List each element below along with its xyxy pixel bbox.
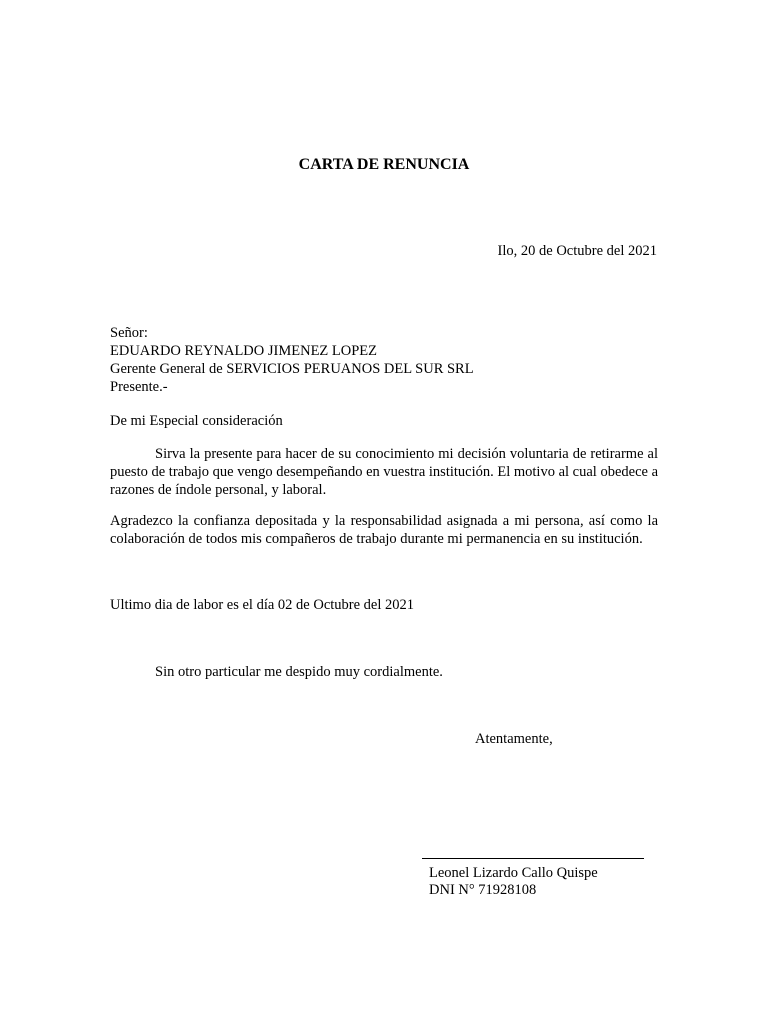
date-line: Ilo, 20 de Octubre del 2021 bbox=[497, 243, 657, 259]
greeting: De mi Especial consideración bbox=[110, 413, 283, 429]
body-paragraph-1: Sirva la presente para hacer de su conocimiento mi decisión voluntaria de retirarme al puesto de trabajo que vengo desempeñando en vuestra institución. El motivo al cual obedece a razones de índole personal, y laboral. bbox=[110, 446, 659, 498]
closing-line: Atentamente, bbox=[475, 731, 553, 747]
last-day-line: Ultimo dia de labor es el día 02 de Octubre del 2021 bbox=[110, 597, 415, 613]
farewell-line: Sin otro particular me despido muy cordialmente. bbox=[155, 664, 443, 680]
signature-dni: DNI N° 71928108 bbox=[429, 882, 537, 898]
recipient-presente: Presente.- bbox=[110, 379, 168, 395]
body-paragraph-2: Agradezco la confianza depositada y la responsabilidad asignada a mi persona, así como la colaboración de todos mis compañeros de trabajo durante mi permanencia en su institución. bbox=[110, 513, 658, 547]
signature-line bbox=[422, 858, 644, 859]
recipient-position: Gerente General de SERVICIOS PERUANOS DEL SUR SRL bbox=[110, 361, 474, 377]
signature-name: Leonel Lizardo Callo Quispe bbox=[429, 865, 598, 881]
recipient-name: EDUARDO REYNALDO JIMENEZ LOPEZ bbox=[110, 343, 378, 359]
letter-title: CARTA DE RENUNCIA bbox=[298, 156, 470, 173]
recipient-salutation: Señor: bbox=[110, 325, 148, 341]
